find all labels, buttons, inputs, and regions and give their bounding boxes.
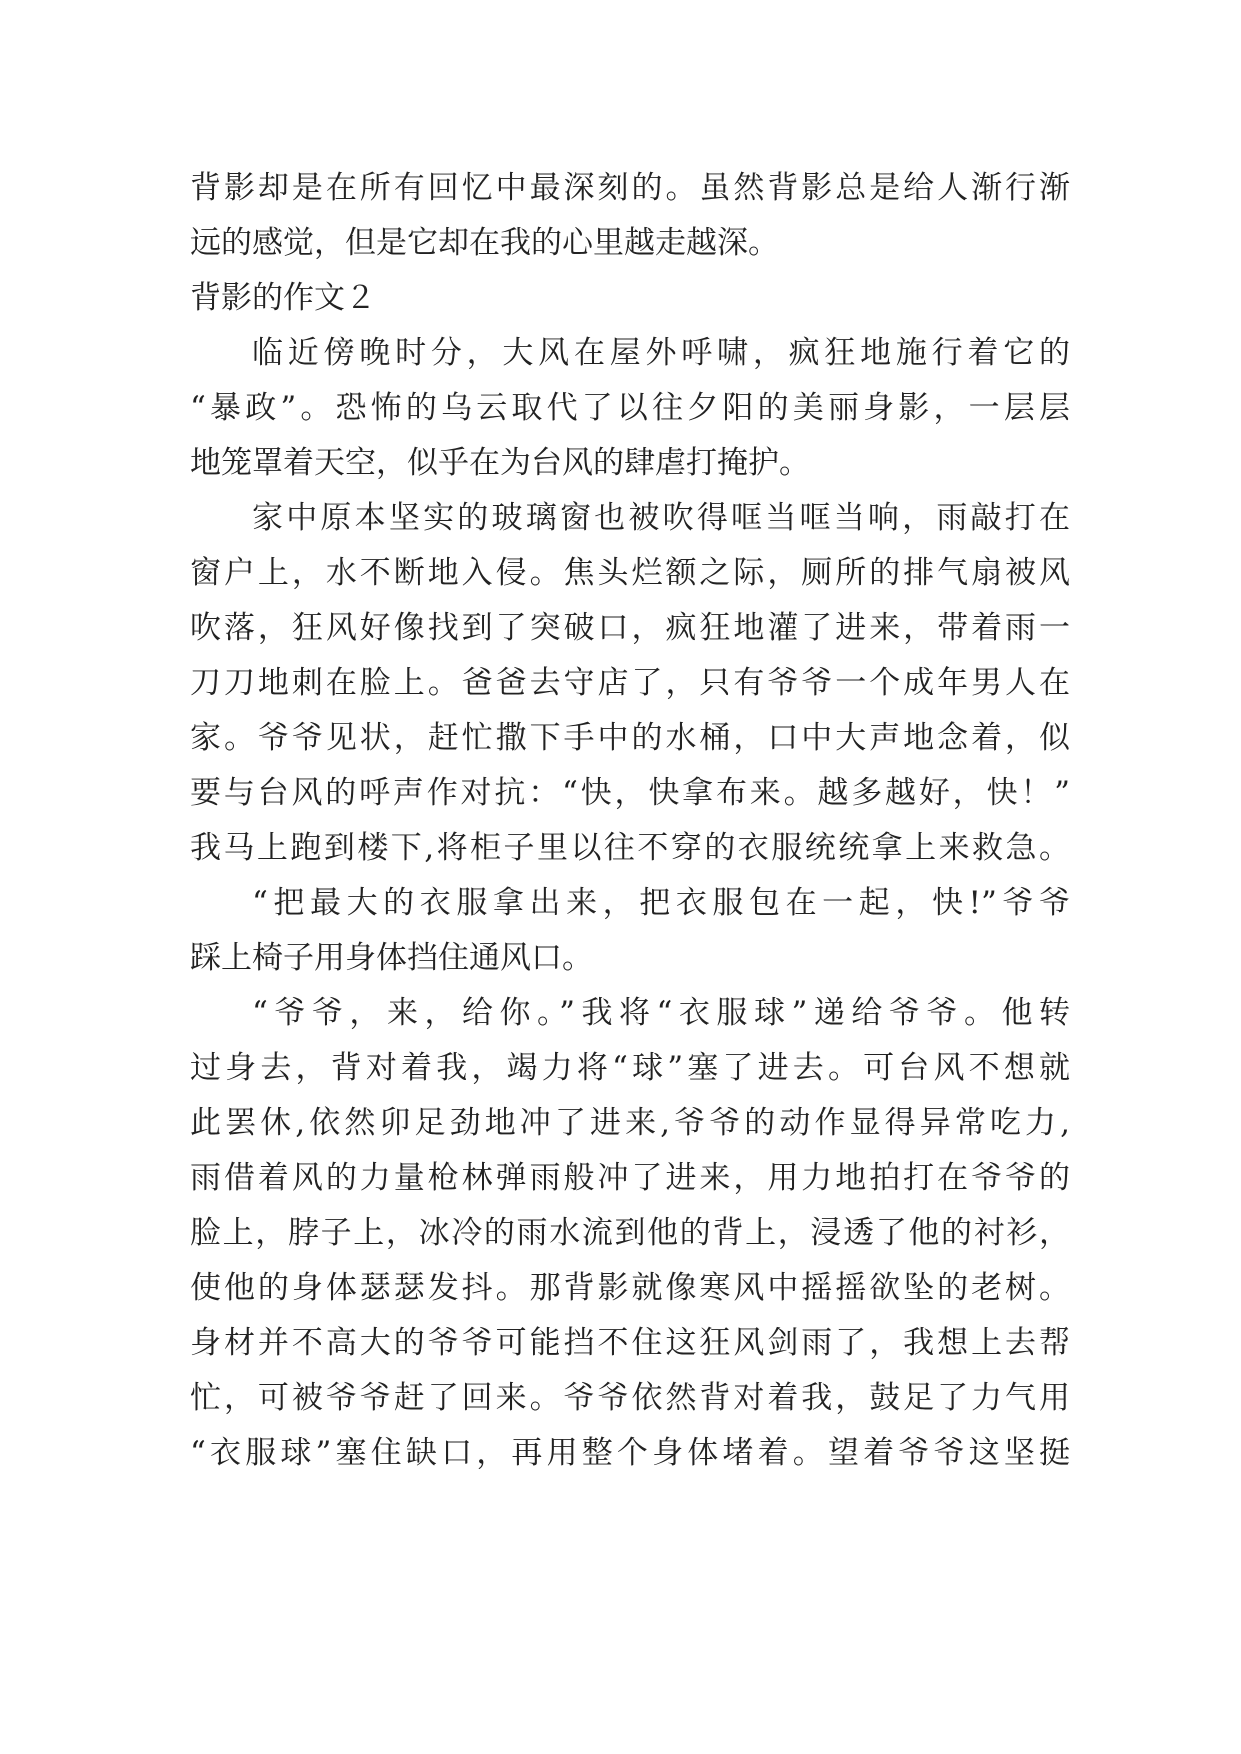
text-line: 忙，可被爷爷赶了回来。爷爷依然背对着我，鼓足了力气用 [190, 1380, 1070, 1416]
text-line: 要与台风的呼声作对抗：“快，快拿布来。越多越好，快！” [190, 775, 1070, 811]
text-line: 我马上跑到楼下,将柜子里以往不穿的衣服统统拿上来救急。 [190, 830, 1070, 866]
paragraph-first-line: 临近傍晚时分，大风在屋外呼啸，疯狂地施行着它的 [252, 335, 1070, 371]
text-line: 脸上，脖子上，冰冷的雨水流到他的背上，浸透了他的衬衫， [190, 1215, 1070, 1251]
text-line: 此罢休,依然卯足劲地冲了进来,爷爷的动作显得异常吃力, [190, 1105, 1070, 1141]
text-line: 家。爷爷见状，赶忙撒下手中的水桶，口中大声地念着，似 [190, 720, 1070, 756]
text-line: 过身去，背对着我，竭力将“球”塞了进去。可台风不想就 [190, 1050, 1070, 1086]
text-line: 身材并不高大的爷爷可能挡不住这狂风剑雨了，我想上去帮 [190, 1325, 1070, 1361]
text-line: “衣服球”塞住缺口，再用整个身体堵着。望着爷爷这坚挺 [190, 1435, 1070, 1471]
text-line: 窗户上，水不断地入侵。焦头烂额之际，厕所的排气扇被风 [190, 555, 1070, 591]
text-line: 刀刀地刺在脸上。爸爸去守店了，只有爷爷一个成年男人在 [190, 665, 1070, 701]
paragraph-first-line: “把最大的衣服拿出来，把衣服包在一起，快!”爷爷 [252, 885, 1070, 921]
text-line: 背影却是在所有回忆中最深刻的。虽然背影总是给人渐行渐 [190, 170, 1070, 206]
paragraph-first-line: 家中原本坚实的玻璃窗也被吹得哐当哐当响，雨敲打在 [252, 500, 1070, 536]
text-line: “暴政”。恐怖的乌云取代了以往夕阳的美丽身影，一层层 [190, 390, 1070, 426]
text-line: 踩上椅子用身体挡住通风口。 [190, 940, 593, 976]
section-heading: 背影的作文２ [190, 280, 376, 316]
text-line: 地笼罩着天空，似乎在为台风的肆虐打掩护。 [190, 445, 810, 481]
text-line: 吹落，狂风好像找到了突破口，疯狂地灌了进来，带着雨一 [190, 610, 1070, 646]
text-line: 雨借着风的力量枪林弹雨般冲了进来，用力地拍打在爷爷的 [190, 1160, 1070, 1196]
text-line: 使他的身体瑟瑟发抖。那背影就像寒风中摇摇欲坠的老树。 [190, 1270, 1070, 1306]
text-line: 远的感觉，但是它却在我的心里越走越深。 [190, 225, 779, 261]
paragraph-first-line: “爷爷，来，给你。”我将“衣服球”递给爷爷。他转 [252, 995, 1070, 1031]
article-body [190, 161, 1070, 1481]
